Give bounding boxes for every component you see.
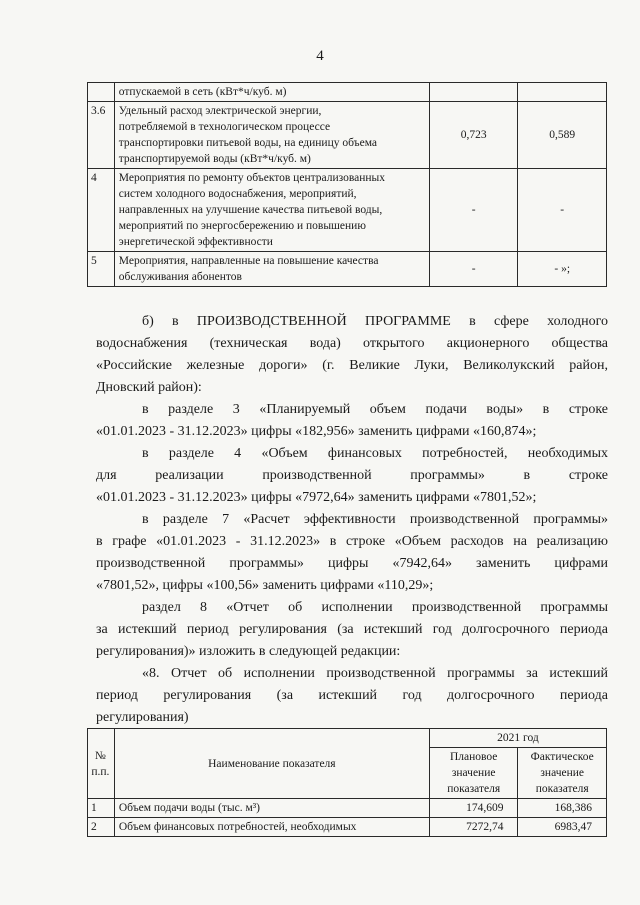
description-line: Удельный расход электрической энергии, [118,105,322,117]
text-line: в разделе 7 «Расчет эффективности производственной программы» [142,512,608,527]
item-section-4 [96,443,608,509]
plan-value: 174,609 [429,799,518,818]
indicator-name: Объем финансовых потребностей, необходимых [114,818,429,837]
fact-value [518,83,607,102]
header-fact-line: показателя [535,783,589,795]
indicator-name: Объем подачи воды (тыс. м³) [114,799,429,818]
table-row [88,169,607,252]
description-line: потребляемой в технологическом процессе [118,121,331,133]
table-row [88,818,607,837]
table-row [88,252,607,287]
description-line: энергетической эффективности [118,236,273,248]
item-section-3 [96,399,608,443]
text-line: «7801,52», цифры «100,56» заменить цифрами «110,29»; [96,578,434,593]
description-line: Мероприятия, направленные на повышение качества [118,255,379,267]
table-row [88,799,607,818]
text-line: за истекший период регулирования (за истекший год долгосрочного периода [96,622,608,637]
row-description [114,252,429,287]
header-plan-line: значение [451,767,496,779]
header-plan-line: показателя [447,783,501,795]
report-table [87,728,607,837]
description-line: обслуживания абонентов [118,271,242,283]
description-line: транспортировки питьевой воды, на единицу объема [118,137,378,149]
plan-value: 0,723 [429,102,518,169]
text-line: для реализации производственной программы» в строке [96,468,608,483]
section-8-heading [96,663,608,729]
row-description [114,169,429,252]
row-number: 1 [88,799,115,818]
row-number: 3.6 [88,102,115,169]
header-number-line: № [94,749,106,762]
description-line: мероприятий по энергосбережению и повышению [118,220,366,232]
fact-value: - [518,169,607,252]
header-fact-line: Фактическое [530,751,594,763]
text-line: б) в ПРОИЗВОДСТВЕННОЙ ПРОГРАММЕ в сфере холодного [142,314,608,329]
header-number-line: п.п. [91,765,110,778]
fact-value: 0,589 [518,102,607,169]
text-line: в разделе 4 «Объем финансовых потребностей, необходимых [142,446,608,461]
header-row [88,729,607,748]
text-line: производственной программы» цифры «7942,64» заменить цифрами [96,556,608,571]
fact-value: 168,386 [518,799,607,818]
text-line: раздел 8 «Отчет об исполнении производственной программы [142,600,608,615]
header-number [88,729,115,799]
paragraph-b [96,311,608,399]
text-line: регулирования) [96,710,189,725]
table-row [88,83,607,102]
description-line: транспортируемой воды (кВт*ч/куб. м) [118,153,311,165]
header-indicator: Наименование показателя [114,729,429,799]
description-line: отпускаемой в сеть (кВт*ч/куб. м) [118,86,287,98]
plan-value: 7272,74 [429,818,518,837]
text-line: «Российские железные дороги» (г. Великие Луки, Великолукский район, [96,358,608,373]
row-number [88,83,115,102]
fact-value: - »; [518,252,607,287]
row-number: 4 [88,169,115,252]
text-line: «01.01.2023 - 31.12.2023» цифры «182,956» заменить цифрами «160,874»; [96,424,537,439]
page-number: 4 [316,48,324,64]
table-row [88,102,607,169]
header-fact [518,748,607,799]
text-line: «01.01.2023 - 31.12.2023» цифры «7972,64» заменить цифрами «7801,52»; [96,490,537,505]
header-plan [429,748,518,799]
header-plan-line: Плановое [449,751,498,763]
text-line: «8. Отчет об исполнении производственной программы за истекший [142,666,608,681]
text-line: регулирования)» изложить в следующей редакции: [96,644,401,659]
item-section-7 [96,509,608,597]
header-fact-line: значение [540,767,585,779]
top-table [87,82,607,287]
text-line: период регулирования (за истекший год долгосрочного периода [96,688,608,703]
plan-value: - [429,252,518,287]
description-line: систем холодного водоснабжения, мероприятий, [118,188,357,200]
plan-value [429,83,518,102]
text-line: в разделе 3 «Планируемый объем подачи воды» в строке [142,402,608,417]
row-number: 2 [88,818,115,837]
item-section-8 [96,597,608,663]
row-description [114,102,429,169]
fact-value: 6983,47 [518,818,607,837]
header-year: 2021 год [429,729,606,748]
description-line: направленных на улучшение качества питьевой воды, [118,204,383,216]
plan-value: - [429,169,518,252]
text-line: Дновский район): [96,380,202,395]
text-line: водоснабжения (техническая вода) открытого акционерного общества [96,336,608,351]
row-number: 5 [88,252,115,287]
row-description [114,83,429,102]
description-line: Мероприятия по ремонту объектов централизованных [118,172,386,184]
text-line: в графе «01.01.2023 - 31.12.2023» в строке «Объем расходов на реализацию [96,534,608,549]
